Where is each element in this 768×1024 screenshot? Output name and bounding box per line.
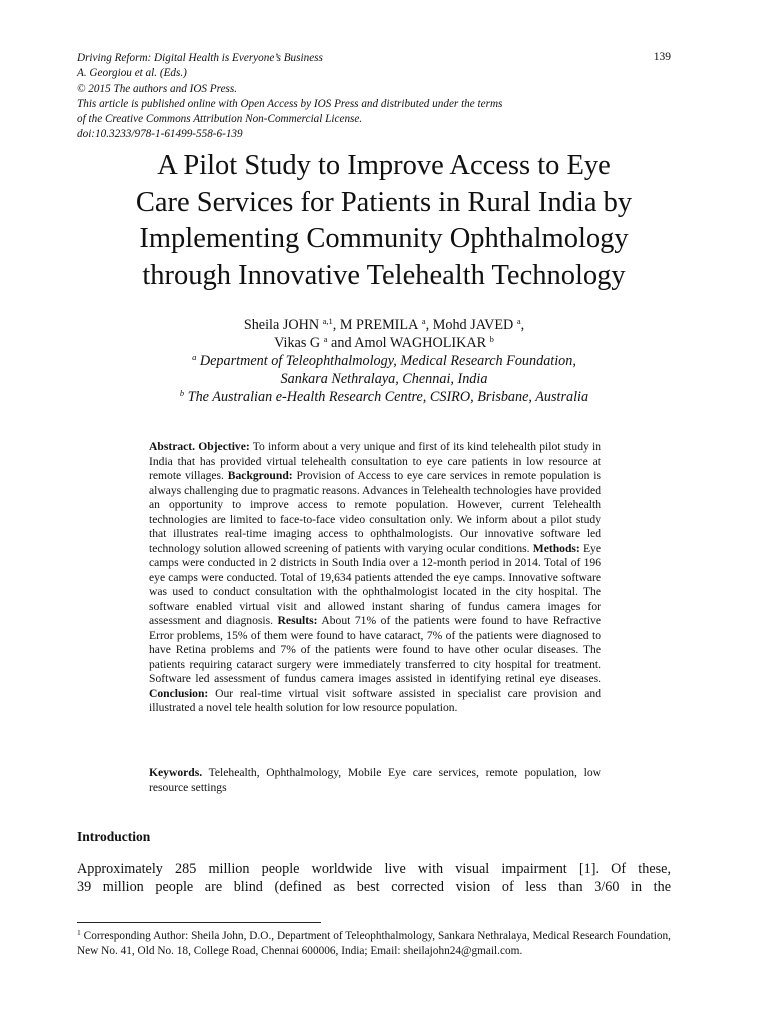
affiliation-a-cont: Sankara Nethralaya, Chennai, India — [280, 371, 488, 387]
footnote-text: Corresponding Author: Sheila John, D.O., Department of Teleophthalmology, Sankara Nethralaya, Medical Research Foundation, New No. 41, Old No. 18, College Road, Chennai 600006, India; Email: sheilajohn24@gmail.com. — [77, 930, 672, 957]
footnote-marker: 1 — [77, 928, 81, 937]
author-name: Vikas G — [274, 335, 321, 351]
affil-text: The Australian e-Health Research Centre, CSIRO, Brisbane, Australia — [187, 389, 589, 405]
methods-label: Methods: — [532, 541, 580, 555]
affil-text: Department of Teleophthalmology, Medical Research Foundation, — [199, 353, 576, 369]
introduction-paragraph — [77, 860, 671, 896]
page-number: 139 — [653, 51, 671, 63]
keywords-text: Telehealth, Ophthalmology, Mobile Eye care services, remote population, low resource settings — [149, 766, 601, 794]
author-affil-marker: a — [323, 334, 328, 344]
objective-text: To inform about a very unique and first of its kind telehealth pilot study in India that has provided virtual telehealth consultation to eye care patients in low resource at remote villages. — [149, 440, 601, 482]
abstract-label: Abstract. — [149, 440, 196, 453]
affil-marker: b — [179, 388, 185, 398]
keywords — [149, 766, 601, 795]
results-text: About 71% of the patients were found to have Refractive Error problems, 15% of them were found to have cataract, 7% of the patients were diagnosed to have Retina problems and 7% of the patients were found to have other ocular diseases. The patients requiring cataract surgery were immediately transferred to city hospital for treatment. Software led assessment of fundus camera images assisted in identifying retinal eye diseases. — [149, 614, 601, 685]
background-text: Provision of Access to eye care services in remote population is always challenging due to pragmatic reasons. Advances in Telehealth technologies have provided an opportunity to improve access to remote population. However, current Telehealth technologies are limited to face-to-face video consultation only. We inform about a pilot study that illustrates real-time imaging access to ophthalmologists. Our innovative software led technology solution allowed screening of patients with varying ocular conditions. — [149, 469, 602, 555]
objective-label: Objective: — [198, 440, 250, 453]
author-line-1 — [60, 316, 708, 334]
footnote-divider — [77, 922, 321, 923]
author-line-2 — [60, 334, 708, 352]
author-name: , Mohd JAVED — [425, 317, 514, 333]
methods-text: Eye camps were conducted in 2 districts in South India over a 12-month period in 2014. Total of 196 eye camps were conducted. Total of 19,634 patients attended the eye camps. Innovative software was used to conduct consultation with the ophthalmologist located in the city hospital. The software enabled virtual visit and allowed instant sharing of fundus camera images for assessment and diagnosis. — [149, 541, 601, 627]
author-name: and Amol WAGHOLIKAR — [327, 335, 487, 351]
affiliation-a — [60, 352, 708, 370]
header-book-title: Driving Reform: Digital Health is Everyone’s Business — [77, 52, 323, 64]
author-name: , M PREMILA — [332, 317, 419, 333]
affil-marker: a — [192, 352, 197, 362]
header-copyright: © 2015 The authors and IOS Press. — [77, 82, 238, 95]
title-line: Implementing Community Ophthalmology — [139, 223, 629, 254]
author-name: Sheila JOHN — [243, 317, 320, 333]
title-line: Care Services for Patients in Rural India by — [135, 186, 633, 218]
footnote — [77, 929, 671, 959]
intro-line: Approximately 285 million people worldwide live with visual impairment [1]. Of these, — [77, 861, 671, 877]
author-affil-marker: a — [516, 316, 521, 326]
results-label: Results: — [277, 614, 318, 627]
header-doi: doi:10.3233/978-1-61499-558-6-139 — [77, 128, 243, 141]
intro-line: 39 million people are blind (defined as best corrected vision of less than 3/60 in the — [77, 879, 671, 895]
header-editors: A. Georgiou et al. (Eds.) — [77, 67, 187, 80]
paper-title — [60, 148, 708, 294]
author-block — [60, 316, 708, 406]
title-line: A Pilot Study to Improve Access to Eye — [157, 150, 611, 181]
abstract — [149, 440, 601, 716]
conclusion-text: Our real-time virtual visit software assisted in specialist care provision and illustrated a novel tele health solution for low resource population. — [149, 686, 601, 714]
conclusion-label: Conclusion: — [149, 686, 209, 700]
author-affil-marker: b — [489, 334, 494, 344]
background-label: Background: — [227, 469, 293, 482]
keywords-label: Keywords. — [149, 766, 203, 779]
running-header — [77, 51, 692, 143]
header-license-line-2: of the Creative Commons Attribution Non-Commercial License. — [77, 113, 363, 126]
header-license-line-1: This article is published online with Open Access by IOS Press and distributed under the terms — [77, 97, 503, 110]
section-heading-introduction: Introduction — [77, 829, 151, 844]
author-affil-marker: a,1 — [322, 316, 333, 326]
author-separator: , — [520, 317, 525, 333]
author-affil-marker: a — [421, 316, 426, 326]
title-line: through Innovative Telehealth Technology — [142, 259, 626, 291]
affiliation-b — [60, 388, 708, 406]
